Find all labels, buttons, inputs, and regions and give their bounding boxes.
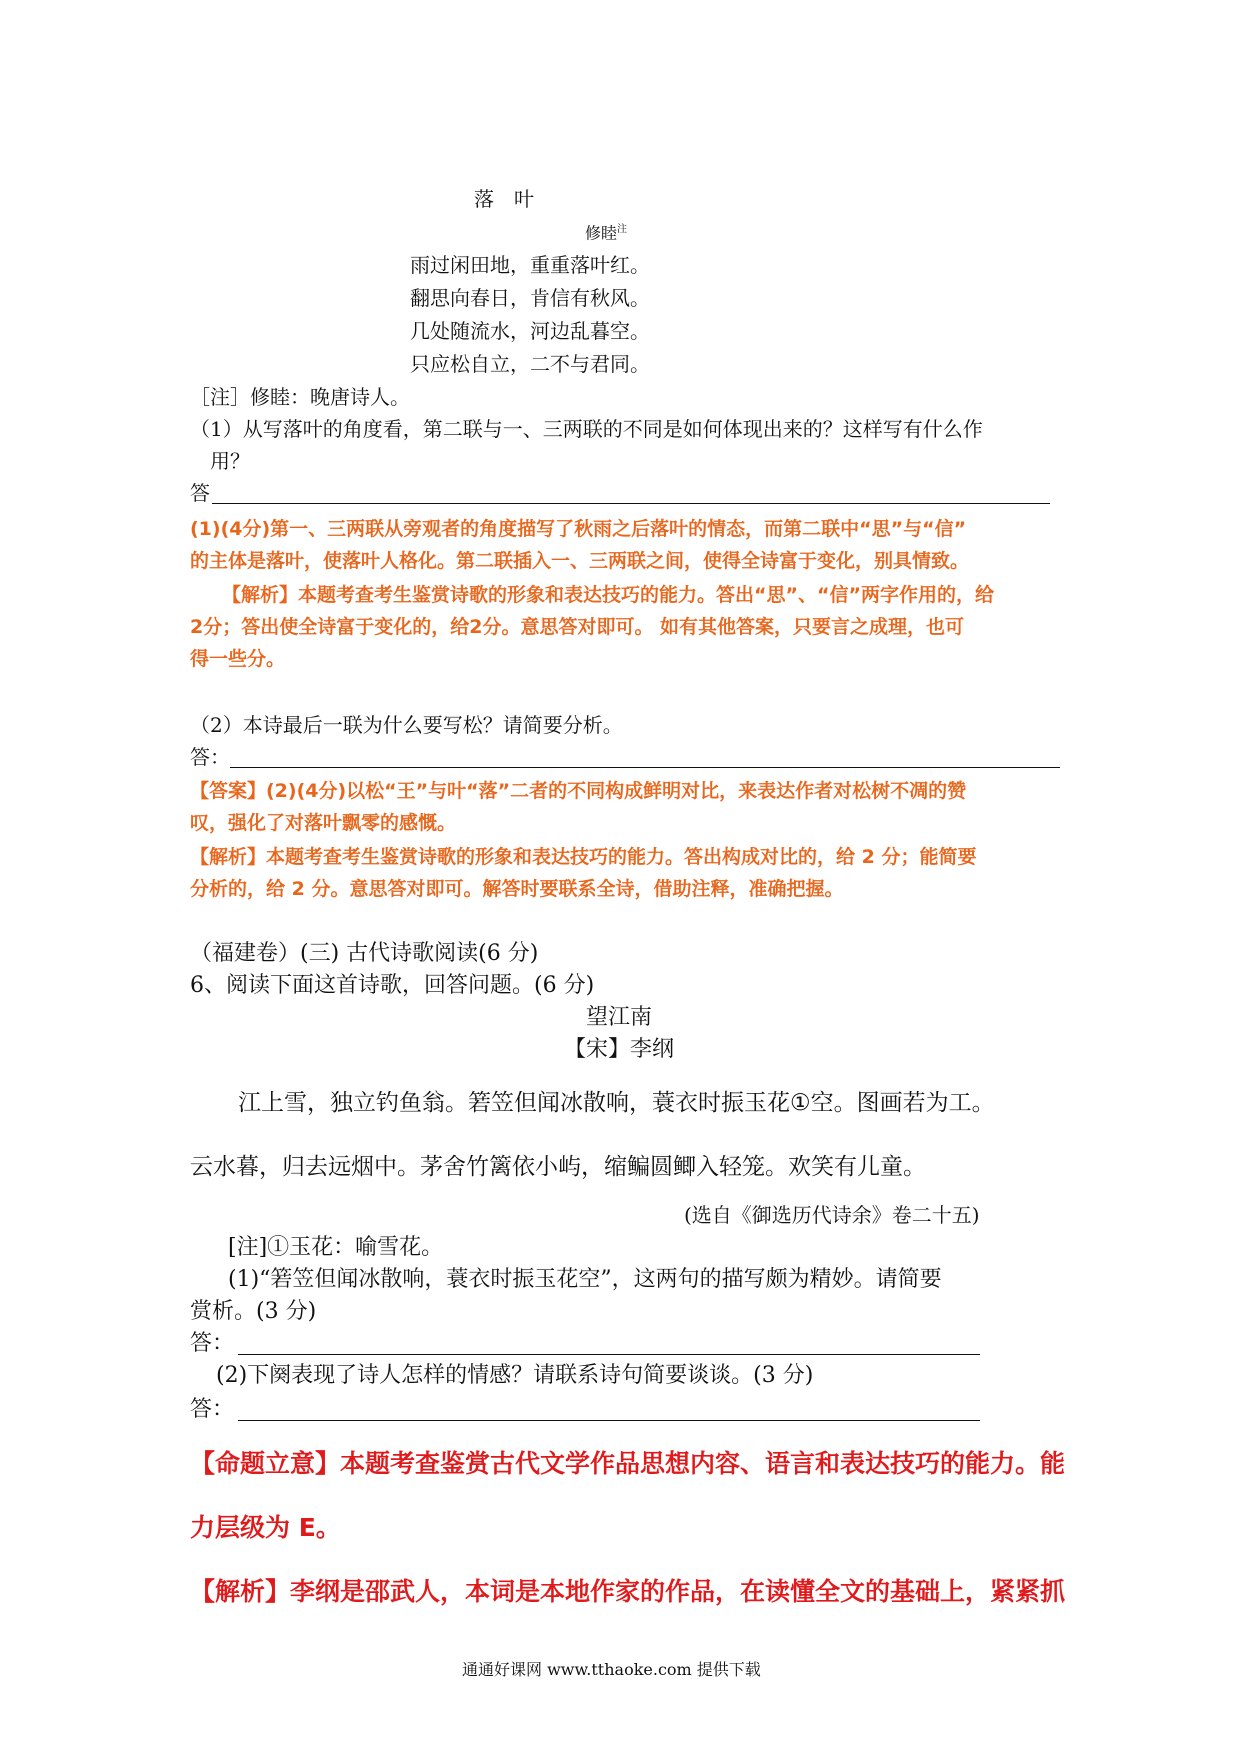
section2-sub2: (2)下阕表现了诗人怎样的情感？请联系诗句简要谈谈。(3 分) [216, 1363, 814, 1388]
q2-text: （2）本诗最后一联为什么要写松？请简要分析。 [190, 713, 623, 737]
q2-answer-line1: 【答案】(2)(4分)以松“王”与叶“落”二者的不同构成鲜明对比，来表达作者对松树不凋的赞 [190, 780, 967, 802]
q2-answer-line[interactable] [230, 767, 1060, 768]
section2-intent-line2: 力层级为 E。 [190, 1513, 341, 1542]
section2-question: 6、阅读下面这首诗歌，回答问题。(6 分) [190, 973, 595, 998]
q1-answer-line2: 的主体是落叶，使落叶人格化。第二联插入一、三两联之间，使得全诗富于变化，别具情致。 [190, 550, 970, 572]
section2-answer-label2: 答： [190, 1397, 235, 1422]
section2-answer-line1[interactable] [238, 1354, 980, 1355]
poem-line-1: 雨过闲田地，重重落叶红。 [410, 253, 650, 277]
section2-answer-line2[interactable] [238, 1420, 980, 1421]
section2-analysis-line1: 【解析】李纲是邵武人，本词是本地作家的作品，在读懂全文的基础上，紧紧抓 [190, 1577, 1066, 1606]
section2-poem-line1: 江上雪，独立钓鱼翁。箬笠但闻冰散响，蓑衣时振玉花①空。图画若为工。 [238, 1090, 995, 1116]
section2-sub1-line2: 赏析。(3 分) [190, 1299, 317, 1324]
poem-line-3: 几处随流水，河边乱暮空。 [410, 319, 650, 343]
q2-answer-label: 答： [190, 745, 230, 769]
q2-answer-line2: 叹，强化了对落叶飘零的感慨。 [190, 812, 457, 834]
poem-line-4: 只应松自立，二不与君同。 [410, 352, 650, 376]
page-footer: 通通好课网 www.tthaoke.com 提供下载 [462, 1660, 761, 1679]
q1-analysis-line1: 【解析】本题考查考生鉴赏诗歌的形象和表达技巧的能力。答出“思”、“信”两字作用的，给 [222, 584, 994, 606]
q1-text-line2: 用？ [210, 449, 250, 473]
section2-poem-author: 【宋】李纲 [564, 1037, 675, 1062]
q1-answer-label: 答 [190, 481, 210, 505]
poem-title: 落 叶 [474, 187, 534, 211]
section2-source: (选自《御选历代诗余》卷二十五) [684, 1203, 980, 1227]
q1-answer-line[interactable] [212, 503, 1050, 504]
poem-line-2: 翻思向春日，肯信有秋风。 [410, 286, 650, 310]
section2-sub1-line1: (1)“箬笠但闻冰散响，蓑衣时振玉花空”，这两句的描写颇为精妙。请简要 [228, 1267, 942, 1292]
q1-answer-line1: (1)(4分)第一、三两联从旁观者的角度描写了秋雨之后落叶的情态，而第二联中“思”与“信” [190, 518, 967, 540]
poem-note: ［注］修睦：晚唐诗人。 [190, 385, 410, 409]
poem-author-note-mark: 注 [617, 224, 628, 235]
poem-author [585, 220, 627, 243]
poem-author-name: 修睦 [585, 223, 618, 243]
q1-analysis-line2: 2分；答出使全诗富于变化的，给2分。意思答对即可。 如有其他答案，只要言之成理，也可 [190, 616, 965, 638]
section2-answer-label1: 答： [190, 1331, 235, 1356]
section2-poem-line2: 云水暮，归去远烟中。茅舍竹篱依小屿，缩鳊圆鲫入轻笼。欢笑有儿童。 [190, 1154, 926, 1180]
q1-text-line1: （1）从写落叶的角度看，第二联与一、三两联的不同是如何体现出来的？这样写有什么作 [190, 417, 983, 441]
q2-analysis-line2: 分析的，给 2 分。意思答对即可。解答时要联系全诗，借助注释，准确把握。 [190, 878, 844, 900]
section2-heading: （福建卷）(三) 古代诗歌阅读(6 分) [190, 941, 539, 966]
q1-analysis-line3: 得一些分。 [190, 648, 286, 670]
section2-note: [注]①玉花：喻雪花。 [228, 1235, 444, 1260]
section2-intent-line1: 【命题立意】本题考查鉴赏古代文学作品思想内容、语言和表达技巧的能力。能 [190, 1449, 1066, 1478]
section2-poem-title: 望江南 [586, 1005, 653, 1030]
q2-analysis-line1: 【解析】本题考查考生鉴赏诗歌的形象和表达技巧的能力。答出构成对比的，给 2 分；能简要 [190, 846, 977, 868]
